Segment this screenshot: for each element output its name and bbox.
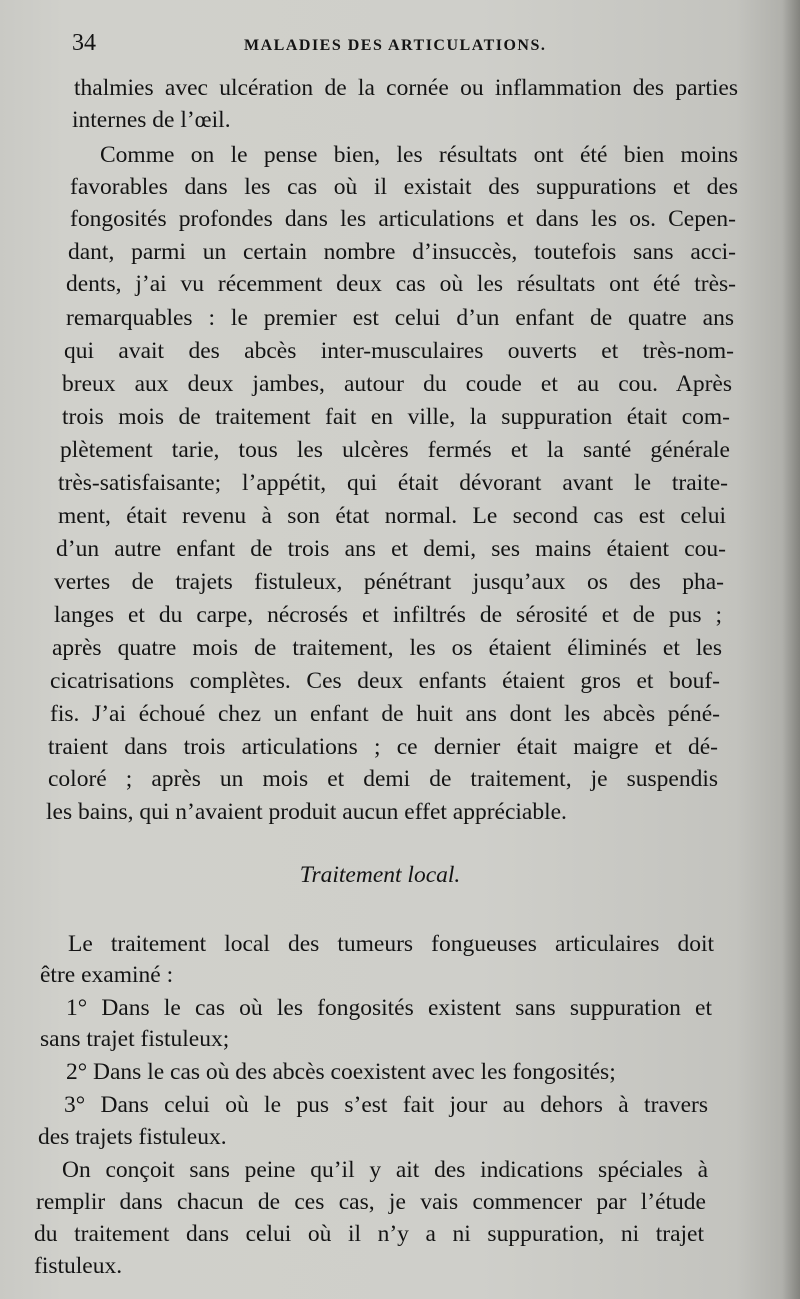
- text-line: traient dans trois articulations ; ce dernier était maigre et dé-: [48, 734, 718, 760]
- text-line: trois mois de traitement fait en ville, la suppuration était com-: [62, 404, 730, 430]
- text-line: dents, j’ai vu récemment deux cas où les résultats ont été très-: [66, 271, 736, 297]
- running-head: [72, 30, 732, 64]
- text-line: thalmies avec ulcération de la cornée ou inflammation des parties: [74, 75, 738, 101]
- text-line: des trajets fistuleux.: [38, 1124, 227, 1150]
- text-line: après quatre mois de traitement, les os étaient éliminés et les: [52, 635, 722, 661]
- text-line: les bains, qui n’avaient produit aucun effet appréciable.: [46, 799, 567, 825]
- text-line: favorables dans les cas où il existait des suppurations et des: [70, 174, 738, 200]
- text-line: On conçoit sans peine qu’il y ait des indications spéciales à: [62, 1157, 708, 1183]
- text-line: 2° Dans le cas où des abcès coexistent avec les fongosités;: [66, 1059, 616, 1085]
- text-line: remarquables : le premier est celui d’un enfant de quatre ans: [66, 305, 734, 331]
- page-gutter-shadow: [782, 0, 800, 1299]
- text-line: vertes de trajets fistuleux, pénétrant jusqu’aux os des pha-: [54, 569, 724, 595]
- text-line: d’un autre enfant de trois ans et demi, ses mains étaient cou-: [56, 536, 726, 562]
- text-line: remplir dans chacun de ces cas, je vais commencer par l’étude: [36, 1189, 706, 1215]
- text-line: fongosités profondes dans les articulations et dans les os. Cepen-: [70, 206, 736, 232]
- text-line: Comme on le pense bien, les résultats ont été bien moins: [100, 142, 738, 168]
- text-line: sans trajet fistuleux;: [40, 1026, 230, 1052]
- text-line: langes et du carpe, nécrosés et infiltrés de sérosité et de pus ;: [54, 602, 722, 628]
- text-line: 3° Dans celui où le pus s’est fait jour au dehors à travers: [64, 1092, 708, 1118]
- running-title: MALADIES DES ARTICULATIONS.: [244, 37, 547, 54]
- section-heading: Traitement local.: [299, 862, 461, 888]
- text-line: très-satisfaisante; l’appétit, qui était dévorant avant le traite-: [58, 470, 728, 496]
- text-line: être examiné :: [40, 962, 174, 988]
- text-line: fis. J’ai échoué chez un enfant de huit ans dont les abcès péné-: [50, 701, 720, 727]
- text-line: Le traitement local des tumeurs fongueuses articulaires doit: [68, 931, 714, 957]
- page-number: 34: [72, 30, 96, 56]
- text-line: fistuleux.: [34, 1253, 123, 1279]
- text-line: internes de l’œil.: [72, 107, 231, 133]
- text-line: breux aux deux jambes, autour du coude et au cou. Après: [62, 371, 732, 397]
- text-line: plètement tarie, tous les ulcères fermés et la santé générale: [60, 437, 730, 463]
- text-line: coloré ; après un mois et demi de traitement, je suspendis: [48, 766, 718, 792]
- text-line: cicatrisations complètes. Ces deux enfants étaient gros et bouf-: [50, 668, 720, 694]
- text-line: 1° Dans le cas où les fongosités existent sans suppuration et: [66, 995, 712, 1021]
- text-line: qui avait des abcès inter-musculaires ouverts et très-nom-: [64, 338, 734, 364]
- text-line: dant, parmi un certain nombre d’insuccès, toutefois sans acci-: [68, 239, 736, 265]
- text-line: du traitement dans celui où il n’y a ni suppuration, ni trajet: [34, 1221, 704, 1247]
- text-line: ment, était revenu à son état normal. Le second cas est celui: [58, 503, 726, 529]
